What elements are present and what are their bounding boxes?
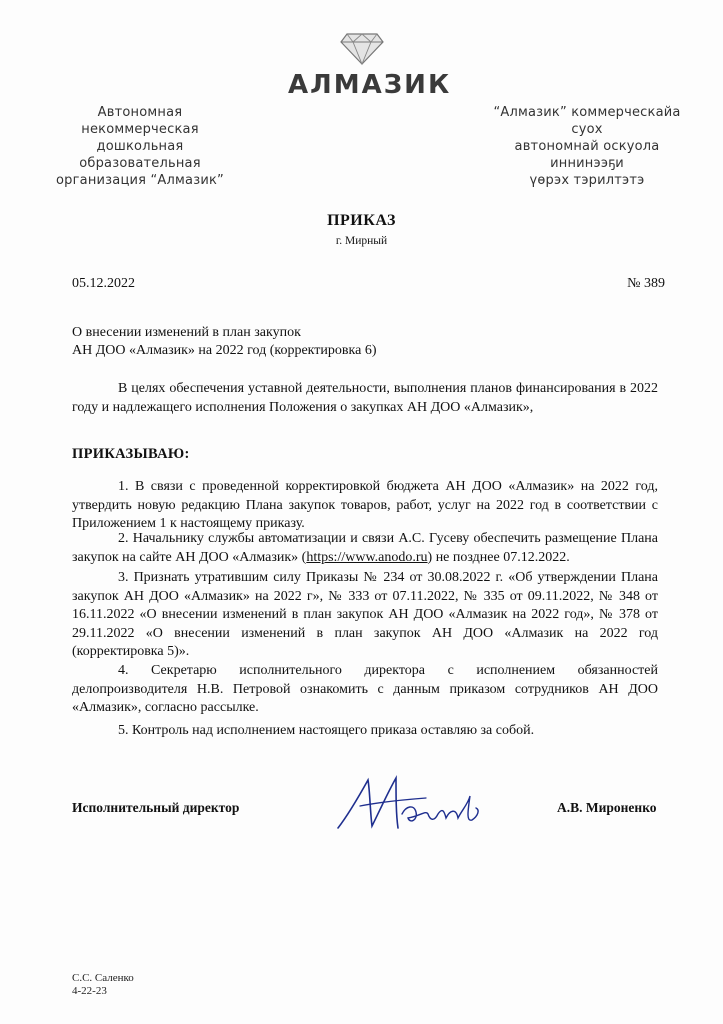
document-city: г. Мирный	[335, 235, 388, 247]
handwritten-signature	[330, 770, 500, 840]
letterhead-left-line-2: дошкольная образовательная	[79, 139, 201, 171]
preamble: В целях обеспечения уставной деятельности, выполнения планов финансирования в 2022 году и надлежащего исполнения Положения о закупках АН ДОО «Алмазик»,	[72, 381, 658, 415]
document-date: 05.12.2022	[72, 276, 135, 291]
letterhead-left	[40, 104, 240, 189]
logo-text: АЛМАЗИК	[288, 70, 452, 100]
letterhead-left-line-1: Автономная некоммерческая	[81, 105, 199, 137]
order-item-5: 5. Контроль над исполнением настоящего приказа оставляю за собой.	[118, 723, 535, 738]
website-link[interactable]: https://www.anodo.ru	[306, 549, 428, 565]
order-item-2	[72, 530, 658, 567]
letterhead-right-line-2: автономнай оскуола иннинээҕи	[514, 139, 660, 171]
letterhead-right	[476, 104, 698, 189]
footer-phone: 4-22-23	[72, 985, 107, 997]
order-item-4: 4. Секретарю исполнительного директора с исполнением обязанностей делопроизводителя Н.В. Петровой ознакомить с данным приказом сотрудников АН ДОО «Алмазик», согласно рассылке.	[72, 663, 658, 715]
document-subject	[72, 324, 376, 360]
order-item-3: 3. Признать утратившим силу Приказы № 234 от 30.08.2022 г. «Об утверждении Плана закупок АН ДОО «Алмазик» на 2022 г», № 333 от 07.11.2022, № 335 от 09.11.2022, № 348 от 16.11.2022 «О внесении изменений в план закупок АН ДОО «Алмазик на 2022 год», № 378 от 29.11.2022 «О внесении изменений в план закупок АН ДОО «Алмазик на 2022 год (корректировка 5)».	[72, 570, 658, 659]
order-item-2-text-start: 2. Начальнику службы автоматизации и связи А.С. Гусеву обеспечить размещение Плана закупок на сайте АН ДОО «Алмазик» (	[72, 531, 658, 565]
document-title: ПРИКАЗ	[327, 212, 396, 229]
letterhead-right-line-3: үөрэх тэрилтэтэ	[529, 173, 645, 188]
signatory-name: А.В. Мироненко	[557, 800, 657, 815]
order-item-1: 1. В связи с проведенной корректировкой бюджета АН ДОО «Алмазик» на 2022 год, утвердить новую редакцию Плана закупок товаров, работ, услуг на 2022 год в соответствии с Приложением 1 к настоящему приказу.	[72, 479, 658, 531]
document-footer	[72, 972, 134, 998]
subject-line-1: О внесении изменений в план закупок	[72, 325, 301, 340]
subject-line-2: АН ДОО «Алмазик» на 2022 год (корректировка 6)	[72, 343, 377, 358]
footer-author: С.С. Саленко	[72, 972, 134, 984]
document-number: № 389	[627, 276, 665, 291]
letterhead-left-line-3: организация “Алмазик”	[56, 173, 224, 188]
order-item-2-text-end: ) не позднее 07.12.2022.	[427, 549, 570, 565]
letterhead-right-line-1: “Алмазик” коммерческайа суох	[493, 105, 681, 137]
signatory-role: Исполнительный директор	[72, 800, 240, 815]
order-word: ПРИКАЗЫВАЮ:	[72, 446, 190, 462]
diamond-logo-icon	[339, 26, 385, 66]
